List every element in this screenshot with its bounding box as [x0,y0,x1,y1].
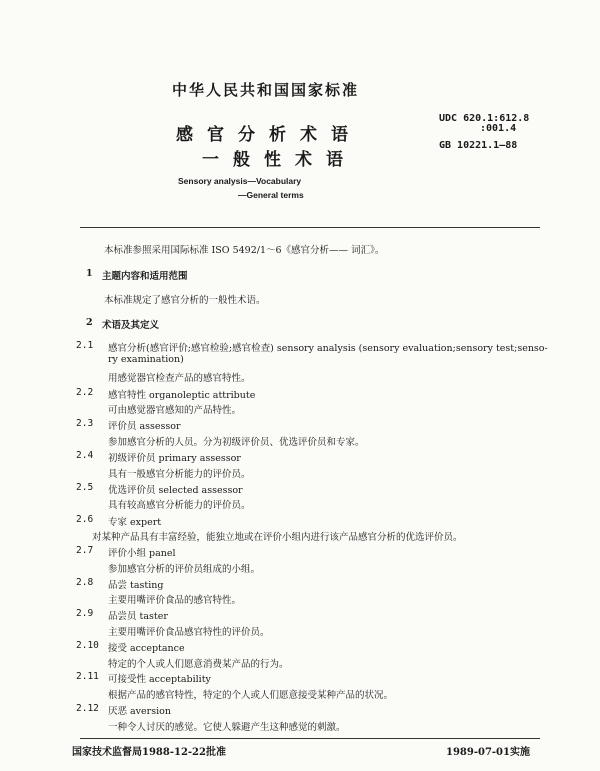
term-number: 2.4 [76,450,94,461]
udc-code-continued: :001.4 [480,123,517,134]
section-title: 术语及其定义 [102,320,160,331]
chinese-title-line-1: 感官分析术语 [176,125,362,145]
term-number: 2.2 [76,387,94,398]
term-number: 2.5 [76,482,94,493]
header-divider [80,227,540,228]
term-name: 厌恶 aversion [108,706,171,717]
term-definition: 具有一般感官分析能力的评价员。 [108,469,251,480]
section-number: 1 [86,268,93,279]
english-title-line-2: —General terms [238,190,304,200]
term-number: 2.6 [76,514,94,525]
term-definition: 主要用嘴评价食品感官特性的评价员。 [108,627,270,638]
term-number: 2.10 [76,640,99,651]
term-definition: 主要用嘴评价食品的感官特性。 [108,595,242,606]
term-definition: 可由感觉器官感知的产品特性。 [108,405,242,416]
term-definition: 具有较高感官分析能力的评价员。 [108,500,251,511]
approval-date: 国家技术监督局1988-12-22批准 [72,747,226,758]
term-name: 接受 acceptance [108,643,185,654]
term-name: 评价小组 panel [108,548,176,559]
english-title-line-1: Sensory analysis—Vocabulary [178,176,302,186]
term-name: 专家 expert [108,517,162,528]
term-definition: 参加感官分析的人员。分为初级评价员、优选评价员和专家。 [108,437,365,448]
section-number: 2 [86,317,93,328]
gb-standard-number: GB 10221.1—88 [439,140,518,151]
term-name: 初级评价员 primary assessor [108,453,241,464]
intro-paragraph: 本标准参照采用国际标准 ISO 5492/1～6《感官分析—— 词汇》。 [104,245,385,256]
term-name-continued: ry examination) [108,354,184,365]
term-number: 2.1 [76,340,94,351]
term-name: 可接受性 acceptability [108,674,211,685]
term-definition: 特定的个人或人们愿意消费某产品的行为。 [108,659,289,670]
term-number: 2.9 [76,608,94,619]
udc-code: UDC 620.1:612.8 [439,113,530,124]
term-number: 2.3 [76,418,94,429]
term-definition: 用感觉器官检查产品的感官特性。 [108,373,251,384]
term-definition: 对某种产品具有丰富经验，能独立地或在评价小组内进行该产品感官分析的优选评价员。 [92,532,463,543]
term-name: 感官特性 organoleptic attribute [108,390,256,401]
term-number: 2.8 [76,577,94,588]
issuing-organization: 中华人民共和国国家标准 [172,81,360,99]
chinese-title-line-2: 一般性术语 [202,150,357,170]
section-title: 主题内容和适用范围 [102,271,188,282]
term-definition: 一种令人讨厌的感觉。它使人躲避产生这种感觉的刺激。 [108,722,346,733]
term-number: 2.11 [76,671,99,682]
term-name: 优选评价员 selected assessor [108,485,243,496]
term-definition: 参加感官分析的评价员组成的小组。 [108,564,261,575]
section-text: 本标准规定了感官分析的一般性术语。 [104,295,266,306]
term-number: 2.7 [76,545,94,556]
term-name: 评价员 assessor [108,421,181,432]
term-name: 品尝员 taster [108,611,168,622]
term-name: 品尝 tasting [108,580,164,591]
term-name: 感官分析(感官评价;感官检验;感官检查) sensory analysis (sensory evaluation;sensory test;senso- [108,343,548,354]
implementation-date: 1989-07-01实施 [446,747,530,758]
footer-divider [80,738,540,739]
term-definition: 根据产品的感官特性，特定的个人或人们愿意接受某种产品的状况。 [108,690,394,701]
term-number: 2.12 [76,703,99,714]
